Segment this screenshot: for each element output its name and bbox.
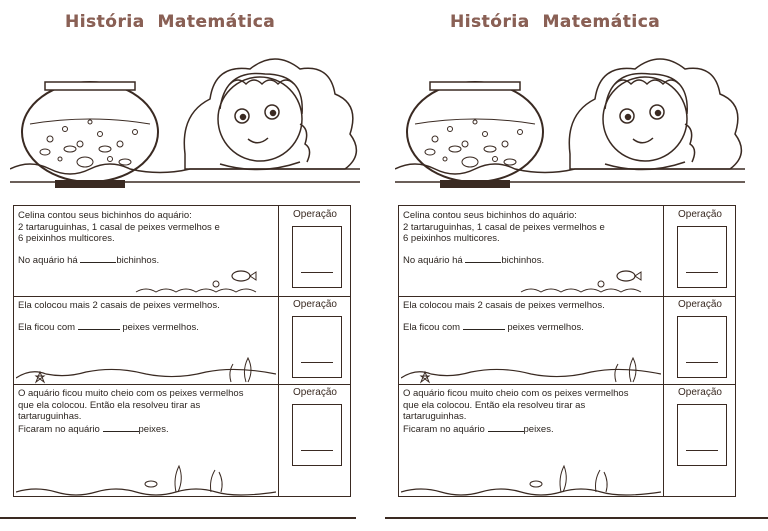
operation-label: Operação bbox=[678, 387, 722, 398]
page-title bbox=[450, 12, 660, 32]
problem-2-line-1: Ela colocou mais 2 casais de peixes vermelhos. bbox=[403, 300, 605, 311]
question-text-after: peixes. bbox=[523, 423, 554, 435]
fish-icon bbox=[530, 481, 542, 487]
answer-blank[interactable] bbox=[463, 321, 505, 330]
problem-row-3 bbox=[399, 384, 735, 496]
problem-1-line-2: 2 tartaruguinhas, 1 casal de peixes vermelhos e bbox=[403, 221, 605, 233]
problem-row-2 bbox=[399, 296, 735, 385]
operation-label: Operação bbox=[678, 209, 722, 220]
question-text-before: Ficaram no aquário bbox=[18, 423, 100, 435]
answer-blank[interactable] bbox=[78, 321, 120, 330]
aquarium-girl-illustration bbox=[395, 44, 745, 194]
problem-row-2 bbox=[14, 296, 350, 385]
problem-1-line-1: Celina contou seus bichinhos do aquário: bbox=[18, 210, 192, 221]
answer-line bbox=[686, 272, 718, 273]
operation-answer-box[interactable] bbox=[677, 316, 727, 378]
problem-3-line-1: O aquário ficou muito cheio com os peixes vermelhos bbox=[18, 388, 244, 399]
problem-1-line-3: 6 peixinhos multicores. bbox=[403, 233, 500, 244]
problem-row-3 bbox=[14, 384, 350, 496]
problem-text-cell bbox=[399, 206, 664, 296]
problem-2-question bbox=[18, 321, 199, 334]
problem-3-question bbox=[403, 423, 554, 436]
question-text-before: No aquário há bbox=[18, 255, 78, 266]
question-text-after: bichinhos. bbox=[116, 255, 160, 266]
seabed-illustration bbox=[401, 464, 661, 496]
operation-label: Operação bbox=[293, 387, 337, 398]
problems-table bbox=[398, 205, 736, 497]
problem-3-line-2: que ela colocou. Então ela resolveu tirar as bbox=[403, 399, 586, 411]
problem-3-line-3: tartaruguinhas. bbox=[18, 411, 82, 422]
problem-1-line-2: 2 tartaruguinhas, 1 casal de peixes vermelhos e bbox=[18, 221, 220, 233]
title-part-1: História bbox=[65, 12, 145, 32]
answer-line bbox=[301, 272, 333, 273]
answer-line bbox=[686, 362, 718, 363]
seabed-illustration bbox=[401, 264, 661, 296]
problem-3-line-2: que ela colocou. Então ela resolveu tirar as bbox=[18, 399, 201, 411]
operation-answer-box[interactable] bbox=[292, 316, 342, 378]
operation-cell bbox=[280, 384, 350, 496]
problem-row-1 bbox=[14, 206, 350, 297]
page-title bbox=[65, 12, 275, 32]
fish-icon bbox=[232, 271, 256, 281]
operation-label: Operação bbox=[293, 299, 337, 310]
answer-line bbox=[301, 450, 333, 451]
problem-text-cell bbox=[14, 206, 279, 296]
operation-answer-box[interactable] bbox=[292, 404, 342, 466]
problem-row-1 bbox=[399, 206, 735, 297]
question-text-after: peixes vermelhos. bbox=[507, 322, 584, 333]
question-text-before: Ficaram no aquário bbox=[403, 423, 485, 435]
answer-blank[interactable] bbox=[103, 423, 139, 432]
question-text-after: peixes vermelhos. bbox=[122, 322, 199, 333]
question-text-after: bichinhos. bbox=[501, 255, 545, 266]
question-text-after: peixes. bbox=[138, 423, 169, 435]
fish-icon bbox=[145, 481, 157, 487]
aquarium-girl-illustration bbox=[10, 44, 360, 194]
problem-text-cell bbox=[399, 296, 664, 384]
operation-cell bbox=[665, 206, 735, 296]
title-part-2: Matemática bbox=[157, 12, 276, 32]
operation-answer-box[interactable] bbox=[677, 404, 727, 466]
worksheet-left bbox=[5, 0, 375, 520]
operation-answer-box[interactable] bbox=[292, 226, 342, 288]
page-divider-right bbox=[385, 517, 768, 519]
seabed-illustration bbox=[16, 464, 276, 496]
problem-text-cell bbox=[399, 384, 664, 496]
page-divider-left bbox=[0, 517, 356, 519]
question-text-before: Ela ficou com bbox=[403, 322, 461, 333]
answer-blank[interactable] bbox=[80, 254, 116, 263]
fish-icon bbox=[617, 271, 641, 281]
fish-bowl-icon bbox=[407, 82, 543, 188]
title-part-2: Matemática bbox=[542, 12, 661, 32]
problem-3-question bbox=[18, 423, 169, 436]
seabed-illustration bbox=[16, 264, 276, 296]
problem-1-line-1: Celina contou seus bichinhos do aquário: bbox=[403, 210, 577, 221]
fish-bowl-icon bbox=[22, 82, 158, 188]
question-text-before: No aquário há bbox=[403, 255, 463, 266]
answer-blank[interactable] bbox=[465, 254, 501, 263]
seabed-illustration bbox=[401, 352, 661, 384]
problems-table bbox=[13, 205, 351, 497]
problem-2-question bbox=[403, 321, 584, 334]
operation-label: Operação bbox=[678, 299, 722, 310]
answer-blank[interactable] bbox=[488, 423, 524, 432]
worksheet-right bbox=[390, 0, 760, 520]
operation-cell bbox=[280, 296, 350, 384]
problem-1-line-3: 6 peixinhos multicores. bbox=[18, 233, 115, 244]
girl-icon bbox=[218, 73, 310, 169]
problem-2-line-1: Ela colocou mais 2 casais de peixes vermelhos. bbox=[18, 300, 220, 311]
operation-label: Operação bbox=[293, 209, 337, 220]
question-text-before: Ela ficou com bbox=[18, 322, 76, 333]
answer-line bbox=[686, 450, 718, 451]
girl-icon bbox=[603, 73, 695, 169]
operation-answer-box[interactable] bbox=[677, 226, 727, 288]
problem-text-cell bbox=[14, 384, 279, 496]
problem-text-cell bbox=[14, 296, 279, 384]
answer-line bbox=[301, 362, 333, 363]
problem-3-line-1: O aquário ficou muito cheio com os peixes vermelhos bbox=[403, 388, 629, 399]
seabed-illustration bbox=[16, 352, 276, 384]
operation-cell bbox=[665, 296, 735, 384]
operation-cell bbox=[280, 206, 350, 296]
problem-3-line-3: tartaruguinhas. bbox=[403, 411, 467, 422]
title-part-1: História bbox=[450, 12, 530, 32]
operation-cell bbox=[665, 384, 735, 496]
